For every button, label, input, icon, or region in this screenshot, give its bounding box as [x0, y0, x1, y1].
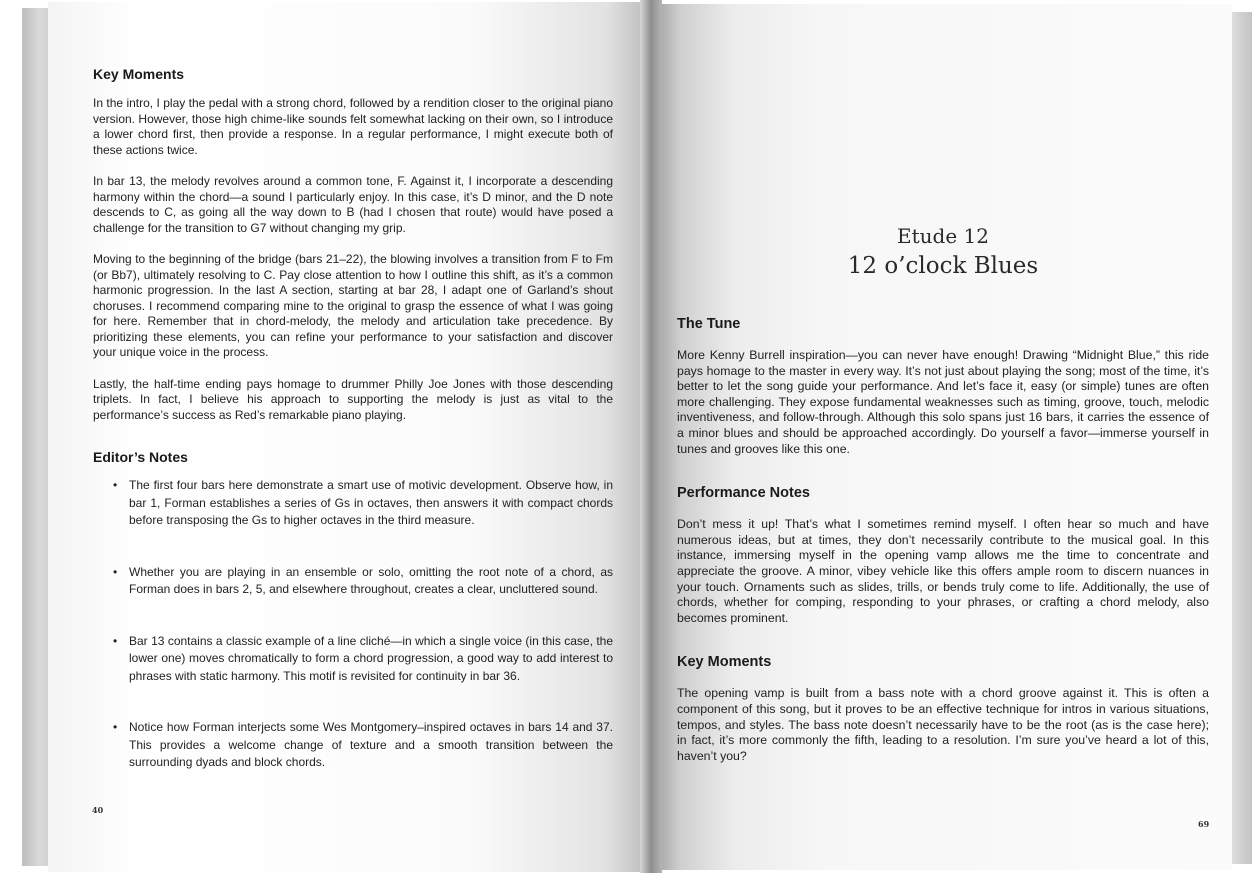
key-moments-text: The opening vamp is built from a bass note with a chord groove against it. This is often a component of this song, but it proves to be an effective technique for intros in various situations, tempos, and styles. The bass note doesn’t necessarily have to be the root (as is the case here); in fact, it’s more commonly the fifth, leading to a resolution. I’m sure you’ve heard a lot of this, haven’t you?	[677, 686, 1209, 763]
bullet-icon: •	[113, 720, 118, 734]
the-tune-heading: The Tune	[677, 316, 741, 332]
key-moments-heading: Key Moments	[93, 66, 185, 82]
right-page-number: 69	[1198, 819, 1210, 829]
note-text: Bar 13 contains a classic example of a line cliché—in which a single voice (in this case, the lower one) moves chromatically to form a chord progression, a good way to add interest to phrases with static harmony. This motif is revisited for continuity in bar 36.	[129, 633, 613, 683]
key-moments-heading: Key Moments	[677, 654, 772, 671]
paragraph: Lastly, the half-time ending pays homage to drummer Philly Joe Jones with those descending triplets. In fact, I believe his approach to supporting the melody is just as vital to the performance’s success as Red’s remarkable piano playing.	[93, 376, 613, 422]
editors-notes-heading: Editor’s Notes	[93, 449, 188, 465]
etude-title: 12 o’clock Blues	[847, 253, 1039, 279]
performance-notes-heading: Performance Notes	[677, 485, 810, 502]
note-text: The first four bars here demonstrate a smart use of motivic development. Observe how, in bar 1, Forman establishes a series of Gs in octaves, then answers it with compact chords before transposing the Gs to higher octaves in the third measure.	[129, 478, 613, 527]
the-tune-text: More Kenny Burrell inspiration—you can never have enough! Drawing “Midnight Blue,” this ride pays homage to the master in every way. It’s not just about playing the song; most of the time, it’s better to let the song guide your performance. And let’s face it, easy (or simple) tunes are often more challenging. They expose fundamental weaknesses such as timing, groove, touch, melodic inventiveness, and follow-through. Although this solo spans just 16 bars, it carries the essence of a minor blues and should be approached accordingly. Do yourself a favor—immerse yourself in tunes and grooves like this one.	[677, 348, 1209, 456]
editors-notes-list	[93, 477, 613, 772]
note-text: Whether you are playing in an ensemble or solo, omitting the root note of a chord, as Forman does in bars 2, 5, and elsewhere throughout, creates a clear, uncluttered sound.	[129, 564, 613, 596]
left-page-content	[93, 66, 613, 806]
list-item	[113, 633, 613, 686]
book-gutter	[640, 0, 662, 873]
paragraph: Moving to the beginning of the bridge (bars 21–22), the blowing involves a transition from F to Fm (or Bb7), ultimately resolving to C. Pay close attention to how I outline this shift, as it’s a common harmonic progression. In the last A section, starting at bar 28, I adapt one of Garland’s shout choruses. I recommend comparing mine to the original to grasp the essence of what I was going for here. Remember that in chord-melody, the melody and articulation take precedence. By prioritizing these elements, you can refine your performance to your satisfaction and discover your unique voice in the process.	[93, 252, 613, 359]
paragraph: In the intro, I play the pedal with a strong chord, followed by a rendition closer to the original piano version. However, those high chime-like sounds felt somewhat lacking on their own, so I introduce a lower chord first, then provide a response. In a regular performance, I might execute both of these actions twice.	[93, 96, 613, 157]
bullet-icon: •	[113, 564, 118, 579]
right-page-content	[677, 222, 1209, 764]
note-text: Notice how Forman interjects some Wes Montgomery–inspired octaves in bars 14 and 37. This provides a welcome change of texture and a smooth transition between the surrounding dyads and block chords.	[129, 720, 613, 769]
bullet-icon: •	[113, 633, 118, 648]
bullet-icon: •	[113, 478, 118, 492]
list-item	[113, 477, 613, 530]
list-item	[113, 564, 613, 599]
performance-notes-text: Don’t mess it up! That’s what I sometimes remind myself. I often hear so much and have numerous ideas, but at times, they don’t necessarily contribute to the musical goal. In this instance, immersing myself in the opening vamp allows me the time to concentrate and appreciate the groove. A minor, vibey vehicle like this offers ample room to discern nuances in your touch. Ornaments such as slides, trills, or bends truly come to life. Additionally, the use of chords, whether for comping, responding to your phrases, or crafting a chord melody, also becomes prominent.	[677, 517, 1209, 625]
etude-number: Etude 12	[897, 224, 989, 248]
paragraph: In bar 13, the melody revolves around a common tone, F. Against it, I incorporate a descending harmony within the chord—a sound I particularly enjoy. In this case, it’s D minor, and the D note descends to C, as going all the way down to B (had I chosen that route) would have posed a challenge for the transition to G7 without changing my grip.	[93, 174, 613, 235]
etude-heading	[677, 222, 1209, 282]
left-page-number: 40	[92, 805, 104, 815]
list-item	[113, 719, 613, 772]
